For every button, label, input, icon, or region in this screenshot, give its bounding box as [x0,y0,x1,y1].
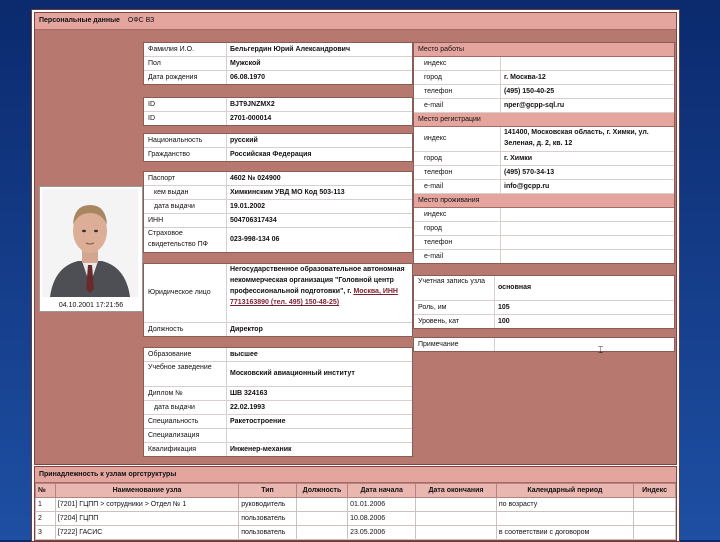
table-row [144,443,412,456]
table-row [414,222,674,236]
table-row [144,200,412,214]
note-value[interactable] [495,338,674,351]
table-row [144,228,412,252]
field-label: индекс [414,127,501,151]
table-cell [634,498,676,512]
field-value [501,222,674,235]
employer-table [143,263,413,337]
registration-header: Место регистрации [414,113,674,127]
passport-table [143,171,413,253]
field-value [501,236,674,249]
column-header: Наименование узла [55,484,238,498]
table-row [414,57,674,71]
employer-name: Негосударственное образовательное автономная некоммерческая организация "Головной центр профессиональной подготовки", г. [230,266,405,295]
field-value: Инженер-механик [230,446,292,453]
table-row [414,85,674,99]
table-row [144,415,412,429]
table-cell: 2 [36,512,56,526]
section-title-bar [35,13,676,30]
field-label: дата выдачи [144,401,227,414]
table-cell: 23.05.2006 [348,526,416,540]
field-value: русский [230,137,258,144]
field-label: Квалификация [144,443,227,456]
table-row [414,99,674,113]
field-label: кем выдан [144,186,227,199]
field-label: Дата рождения [144,71,227,84]
table-cell [634,526,676,540]
field-label: Специализация [144,429,227,442]
field-label: Должность [144,323,227,336]
table-row [144,401,412,415]
table-row [144,429,412,443]
field-label: дата выдачи [144,200,227,213]
table-row [414,250,674,263]
table-cell [634,512,676,526]
field-value: 105 [498,304,510,311]
table-row [414,127,674,152]
table-cell [296,526,347,540]
table-row [144,264,412,323]
personal-data-window [31,9,680,542]
column-header: Должность [296,484,347,498]
nodes-panel [34,466,677,541]
field-value: высшее [230,351,258,358]
field-value: Мужской [230,60,261,67]
field-value: Московский авиационный институт [230,370,355,377]
table-row [144,362,412,387]
field-value: Директор [230,326,263,333]
section-title: Персональные данные [39,17,120,24]
field-value: Российская Федерация [230,151,312,158]
note-table [413,337,675,352]
field-value: (495) 570-34-13 [504,169,555,176]
table-row [144,323,412,336]
nationality-table [143,133,413,162]
table-cell: [7222] ГАСИС [55,526,238,540]
residence-header: Место проживания [414,194,674,208]
nodes-title: Принадлежность к узлам оргструктуры [35,467,676,483]
table-row [414,166,674,180]
table-row [144,98,412,112]
field-value: BJT9JNZMX2 [230,101,275,108]
account-table [413,275,675,329]
table-row [144,134,412,148]
field-label: ID [144,112,227,125]
column-header: Календарный период [496,484,633,498]
table-header-row [36,484,676,498]
column-header: Дата окончания [416,484,497,498]
field-label: телефон [414,85,501,98]
field-label: телефон [414,236,501,249]
field-value: 4602 № 024900 [230,175,281,182]
table-row[interactable] [36,526,676,540]
table-row [144,112,412,125]
table-cell: в соответствии с договором [496,526,633,540]
field-value: 19.01.2002 [230,203,266,210]
field-label: Гражданство [144,148,227,161]
table-cell: руководитель [239,498,297,512]
field-value: info@gcpp.ru [504,183,550,190]
table-row [144,214,412,228]
column-header: Дата начала [348,484,416,498]
table-row [144,186,412,200]
field-label: индекс [414,208,501,221]
field-label: Учетная запись узла [414,276,495,300]
table-row [144,57,412,71]
field-value [227,429,412,442]
table-cell: 1 [36,498,56,512]
field-label: Диплом № [144,387,227,400]
field-label: e-mail [414,99,501,112]
table-cell [416,526,497,540]
field-value [501,57,674,70]
column-header: № [36,484,56,498]
field-label: индекс [414,57,501,70]
table-row [414,236,674,250]
table-cell [416,498,497,512]
address-table [413,42,675,264]
table-row [414,152,674,166]
employer-link[interactable]: Москва, ИНН 7713163890 (тел. 495) 150-48-25) [230,288,398,306]
table-row [414,276,674,301]
field-value: 2701-000014 [230,115,272,122]
field-label: Национальность [144,134,227,147]
field-label: Образование [144,348,227,361]
table-row [414,180,674,194]
field-value: ШВ 324163 [230,390,268,397]
field-label: e-mail [414,180,501,193]
table-cell [416,512,497,526]
field-value: 023-998-134 06 [230,236,280,243]
field-value: 141400, Московская область, г. Химки, ул. Зеленая, д. 2, кв. 12 [504,129,649,147]
field-value: 100 [498,318,510,325]
ids-table [143,97,413,126]
table-cell: по возрасту [496,498,633,512]
table-cell: [7204] ГЦПП [55,512,238,526]
field-value: (495) 150-40-25 [504,88,555,95]
table-row [144,348,412,362]
field-label: ID [144,98,227,111]
person-photo [39,186,143,312]
education-table [143,347,413,457]
field-label: Уровень, кат [414,315,495,328]
column-header: Тип [239,484,297,498]
field-label: Учебное заведение [144,362,227,386]
field-label: Фамилия И.О. [144,43,227,56]
table-row [414,71,674,85]
table-cell: пользователь [239,512,297,526]
field-label: Пол [144,57,227,70]
nodes-table [35,483,676,540]
table-cell [496,512,633,526]
field-label: телефон [414,166,501,179]
field-value: г. Москва-12 [504,74,546,81]
personal-table [143,42,413,85]
field-value: nper@gcpp-sql.ru [504,102,565,109]
table-row[interactable] [36,498,676,512]
table-row [144,71,412,84]
field-label: город [414,222,501,235]
field-label: Примечание [414,338,495,351]
table-cell: 3 [36,526,56,540]
table-cell: пользователь [239,526,297,540]
field-value [227,264,412,322]
field-label: Роль, им [414,301,495,314]
field-value: 504706317434 [230,217,277,224]
text-cursor-icon: ⌶ [598,345,604,355]
table-row [144,148,412,161]
field-value [501,208,674,221]
field-label: ИНН [144,214,227,227]
personal-data-panel [34,12,677,465]
portrait-image [42,189,138,297]
field-value: Ракетостроение [230,418,286,425]
field-label: Паспорт [144,172,227,185]
table-row [414,315,674,328]
field-value: 06.08.1970 [230,74,266,81]
table-row [414,301,674,315]
table-cell: [7201] ГЦПП > сотрудники > Отдел № 1 [55,498,238,512]
field-label: город [414,71,501,84]
table-cell [296,512,347,526]
field-label: Страховое свидетельство ПФ [144,228,227,252]
field-label: e-mail [414,250,501,263]
field-value: 22.02.1993 [230,404,266,411]
table-row [414,338,674,351]
table-row [144,172,412,186]
table-row [144,43,412,57]
field-label: город [414,152,501,165]
record-code: ОФС ВЗ [127,17,155,24]
field-label: Юридическое лицо [144,264,227,322]
table-row [144,387,412,401]
work-header: Место работы [414,43,674,57]
table-row [414,208,674,222]
field-value: Химкинским УВД МО Код 503-113 [230,189,345,196]
table-row[interactable] [36,512,676,526]
table-cell: 10.08.2006 [348,512,416,526]
field-value: г. Химки [504,155,533,162]
field-value [501,250,674,263]
field-value: Бельгердин Юрий Александрович [230,46,351,53]
field-value: основная [498,284,532,291]
column-header: Индекс [634,484,676,498]
field-label: Специальность [144,415,227,428]
photo-timestamp: 04.10.2001 17:21:56 [58,302,124,309]
table-cell: 01.01.2006 [348,498,416,512]
table-cell [296,498,347,512]
